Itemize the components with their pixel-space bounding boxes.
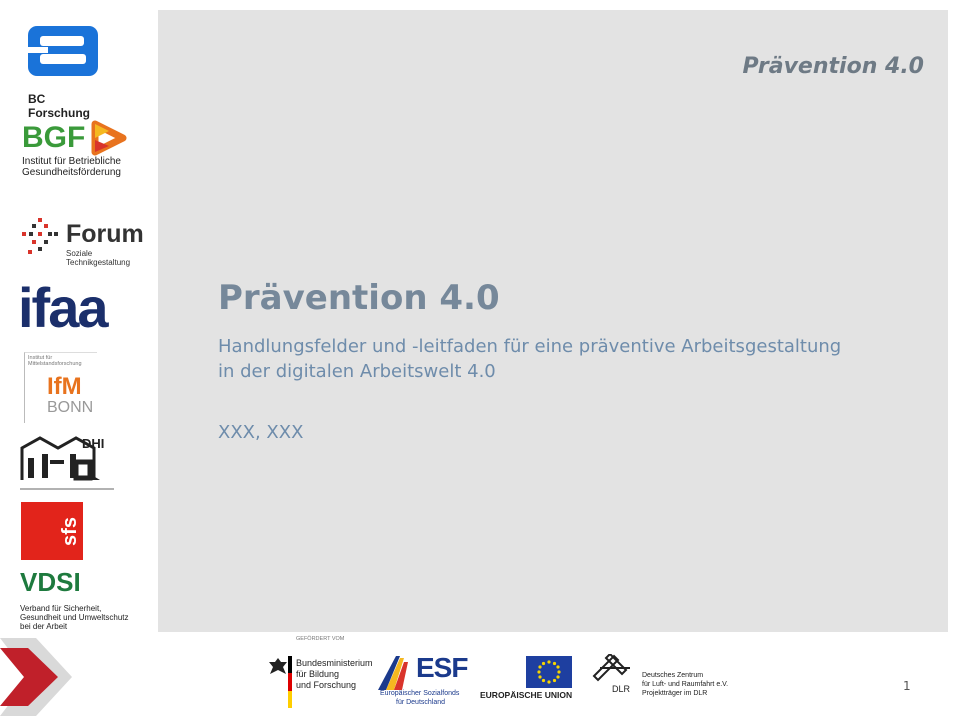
sfs-logo bbox=[21, 502, 83, 560]
vdsi-line2: Gesundheit und Umweltschutz bbox=[20, 613, 129, 622]
eu-flag-icon bbox=[526, 656, 572, 688]
dlr-line3: Projektträger im DLR bbox=[642, 690, 708, 697]
forum-sub: Soziale Technikgestaltung bbox=[66, 249, 131, 267]
esf-line1: Europäischer Sozialfonds bbox=[380, 690, 460, 697]
forum-name: Forum bbox=[66, 220, 144, 248]
dlr-abbr: DLR bbox=[612, 684, 631, 694]
bmbf-line1: Bundesministerium bbox=[296, 658, 373, 668]
vdsi-name: VDSI bbox=[20, 567, 81, 597]
presenters: XXX, XXX bbox=[218, 422, 304, 443]
bgf-logo bbox=[22, 120, 142, 192]
slide-number: 1 bbox=[903, 679, 911, 693]
bmbf-line3: und Forschung bbox=[296, 680, 357, 690]
esf-line2: für Deutschland bbox=[396, 699, 446, 706]
ifm-small2: Mittelstandsforschung bbox=[28, 361, 82, 367]
bc-logo-caption: BC Forschung bbox=[28, 92, 90, 120]
vdsi-line3: bei der Arbeit bbox=[20, 622, 68, 631]
dlr-line2: für Luft- und Raumfahrt e.V. bbox=[642, 681, 729, 688]
vdsi-line1: Verband für Sicherheit, bbox=[20, 604, 102, 613]
sfs-name: sfs bbox=[59, 517, 82, 546]
forum-logo bbox=[20, 216, 155, 267]
subtitle-line1: Handlungsfelder und -leitfaden für eine präventive Arbeitsgestaltung bbox=[218, 336, 842, 357]
eagle-icon bbox=[268, 656, 288, 678]
subtitle-line2: in der digitalen Arbeitswelt 4.0 bbox=[218, 361, 496, 382]
german-flag-icon bbox=[288, 656, 292, 708]
ifm-bonn-logo bbox=[24, 352, 97, 423]
esf-flag-icon bbox=[378, 654, 416, 690]
ifm-small1: Institut für bbox=[28, 355, 53, 361]
bgf-triangle-icon bbox=[89, 120, 129, 156]
bc-logo-mark-icon bbox=[28, 22, 102, 80]
ifm-city: BONN bbox=[47, 399, 94, 416]
chevron-right-icon bbox=[0, 634, 72, 720]
esf-name: ESF bbox=[416, 652, 468, 683]
slide-title: Prävention 4.0 bbox=[218, 278, 500, 318]
vdsi-logo bbox=[20, 568, 130, 636]
bmbf-line2: für Bildung bbox=[296, 669, 340, 679]
bgf-abbr: BGF bbox=[22, 121, 86, 154]
eu-caption: EUROPÄISCHE UNION bbox=[480, 690, 573, 700]
header-title: Prävention 4.0 bbox=[742, 54, 924, 79]
bc-forschung-logo bbox=[28, 22, 108, 120]
bgf-line1: Institut für Betriebliche bbox=[22, 156, 121, 167]
dlr-line1: Deutsches Zentrum bbox=[642, 672, 704, 679]
itb-logo bbox=[20, 436, 116, 492]
title-panel bbox=[158, 10, 948, 632]
itb-sup: DHI bbox=[82, 436, 105, 451]
ifaa-logo: ifaa bbox=[18, 276, 107, 339]
gefoerdert-label: GEFÖRDERT VOM bbox=[296, 636, 345, 642]
dlr-logo-icon bbox=[592, 654, 636, 684]
slide-subtitle bbox=[218, 334, 898, 384]
bgf-line2: Gesundheitsförderung bbox=[22, 167, 121, 178]
funders-footer bbox=[260, 634, 760, 720]
ifm-name: IfM bbox=[47, 373, 82, 400]
forum-dots-icon bbox=[20, 216, 60, 258]
